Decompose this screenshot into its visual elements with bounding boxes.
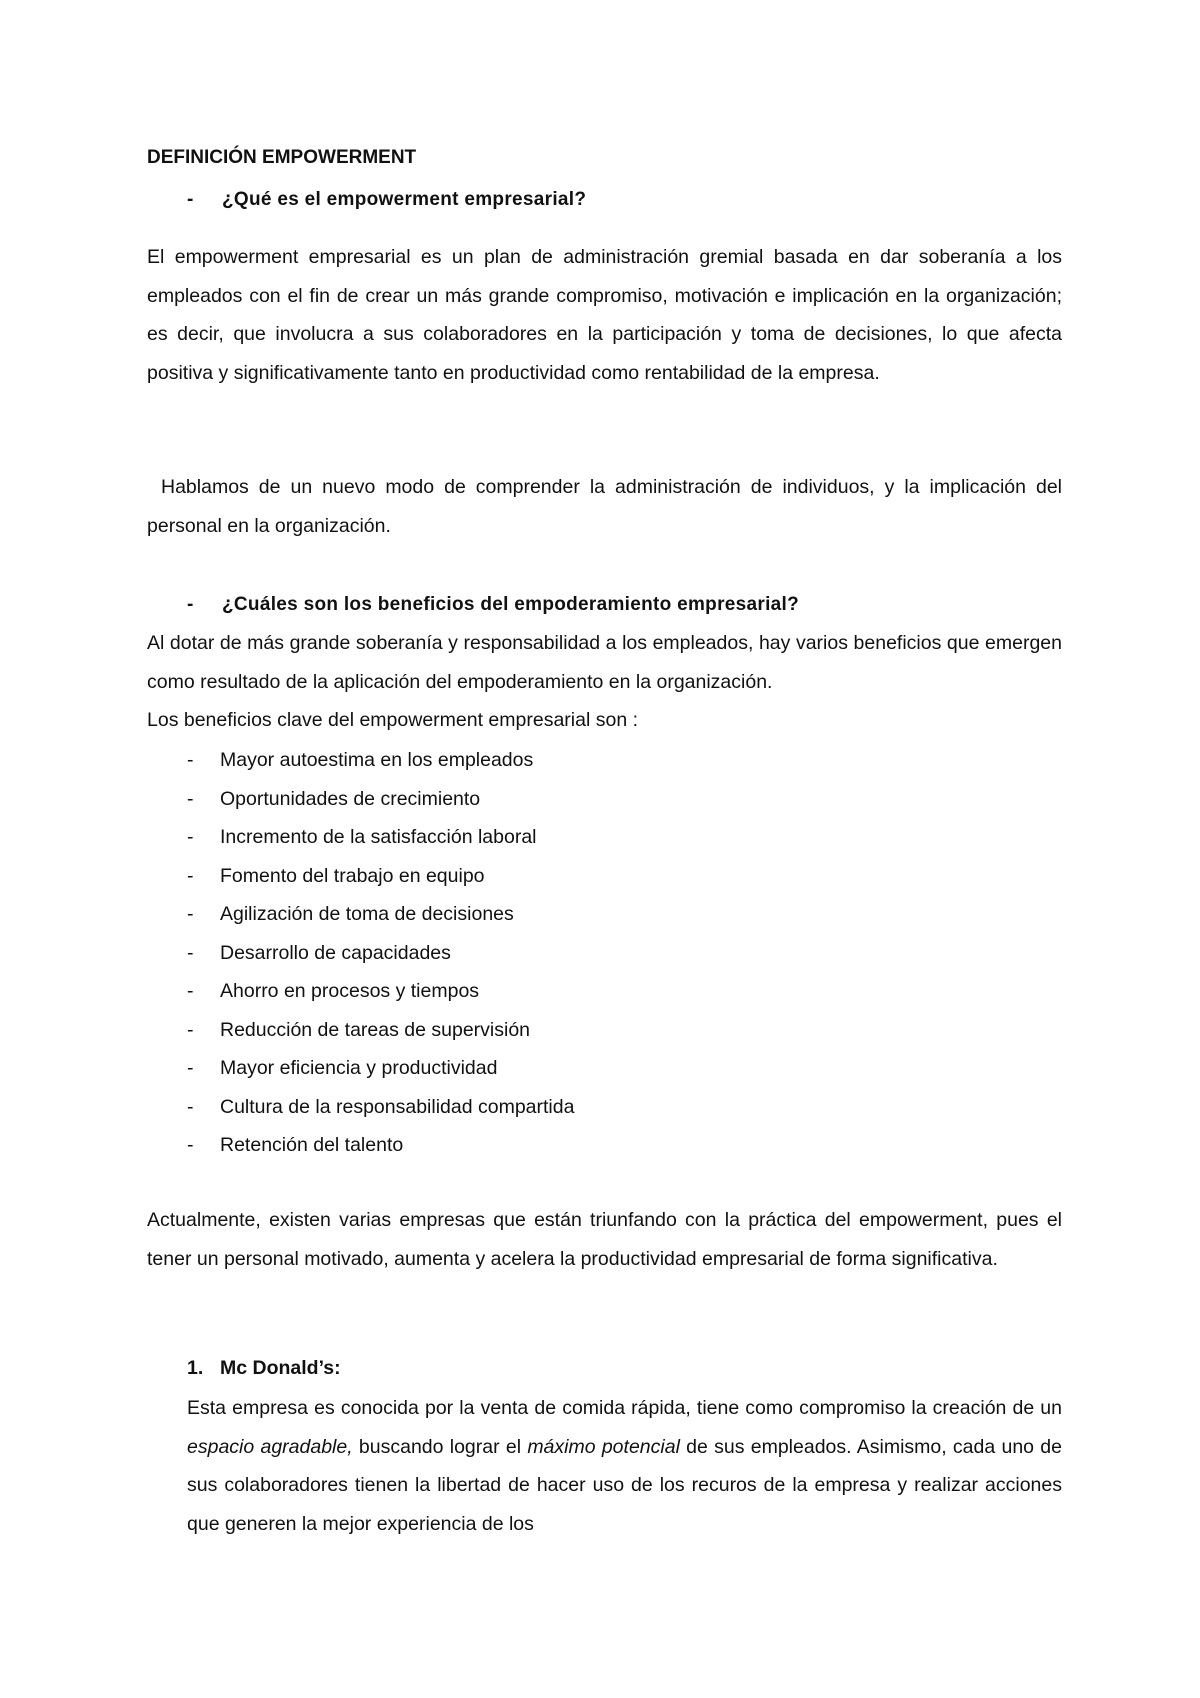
benefit-list-item (187, 1088, 574, 1127)
benefit-text: Reducción de tareas de supervisión (220, 1018, 531, 1041)
example-text-part: Esta empresa es conocida por la venta de comida rápida, tiene como compromiso la creación de un (187, 1397, 1062, 1419)
benefit-text: Oportunidades de crecimiento (220, 787, 481, 810)
benefit-text: Desarrollo de capacidades (220, 941, 451, 964)
bullet-dash: - (187, 594, 194, 615)
list-dash: - (187, 1018, 194, 1041)
individuals-paragraph: Hablamos de un nuevo modo de comprender la administración de individuos, y la implicación del personal en la organización. (147, 476, 1062, 537)
closing-paragraph: Actualmente, existen varias empresas que están triunfando con la práctica del empowerment, pues el tener un personal motivado, aumenta y acelera la productividad empresarial de forma significativa. (147, 1209, 1062, 1270)
list-dash: - (187, 1095, 194, 1118)
list-dash: - (187, 749, 194, 771)
document-page (147, 0, 1062, 1698)
document-title: DEFINICIÓN EMPOWERMENT (147, 147, 417, 168)
benefit-list-item (187, 972, 574, 1011)
question-heading-text: ¿Qué es el empowerment empresarial? (222, 189, 587, 210)
example-heading-mcdonalds (187, 1356, 341, 1380)
list-dash: - (187, 1134, 194, 1156)
benefit-text: Ahorro en procesos y tiempos (220, 980, 480, 1002)
example-text-part: de sus empleados. Asimismo, cada uno de sus colaboradores tienen la libertad de hacer uso de los recuros de la empresa y realizar acciones que generen la mejor experiencia de los (187, 1435, 1062, 1535)
list-dash: - (187, 903, 194, 925)
example-number: 1. (187, 1357, 204, 1379)
benefits-intro-paragraph (147, 624, 1062, 740)
example-text-part: buscando lograr el (352, 1435, 528, 1458)
benefit-list-item (187, 1049, 574, 1088)
benefit-list-item (187, 818, 574, 857)
benefits-list-intro: Los beneficios clave del empowerment empresarial son : (147, 709, 638, 731)
benefit-list-item (187, 895, 574, 934)
example-italic-phrase: espacio agradable, (187, 1435, 353, 1458)
benefits-list (187, 741, 574, 1165)
benefit-list-item (187, 741, 574, 780)
definition-paragraph: El empowerment empresarial es un plan de administración gremial basada en dar soberanía a los empleados con el fin de crear un más grande compromiso, motivación e implicación en la organización; es decir, que involucra a sus colaboradores en la participación y toma de decisiones, lo que afecta positiva y significativamente tanto en productividad como rentabilidad de la empresa. (147, 246, 1062, 384)
list-dash: - (187, 864, 194, 887)
list-dash: - (187, 787, 194, 810)
benefit-list-item (187, 1126, 574, 1165)
benefits-intro-text: Al dotar de más grande soberanía y responsabilidad a los empleados, hay varios beneficios que emergen como resultado de la aplicación del empoderamiento en la organización. (147, 632, 1062, 693)
list-dash: - (187, 980, 194, 1002)
benefit-text: Fomento del trabajo en equipo (220, 864, 485, 887)
example-name: Mc Donald’s: (220, 1357, 341, 1379)
benefit-text: Cultura de la responsabilidad compartida (220, 1095, 575, 1118)
list-dash: - (187, 941, 194, 964)
list-dash: - (187, 826, 194, 848)
benefit-text: Agilización de toma de decisiones (220, 903, 514, 925)
benefit-text: Retención del talento (220, 1134, 404, 1156)
benefit-list-item (187, 934, 574, 973)
benefit-text: Incremento de la satisfacción laboral (220, 826, 537, 848)
benefit-text: Mayor autoestima en los empleados (220, 749, 534, 771)
benefit-list-item (187, 857, 574, 896)
question-heading-what-is (187, 188, 586, 212)
example-italic-phrase: máximo potencial (527, 1435, 680, 1458)
question-heading-benefits (187, 593, 799, 617)
bullet-dash: - (187, 189, 194, 210)
benefit-list-item (187, 1011, 574, 1050)
example-paragraph-mcdonalds (187, 1389, 1062, 1543)
benefit-list-item (187, 780, 574, 819)
benefit-text: Mayor eficiencia y productividad (220, 1057, 498, 1079)
list-dash: - (187, 1057, 194, 1079)
question-heading-text: ¿Cuáles son los beneficios del empoderamiento empresarial? (222, 594, 800, 615)
